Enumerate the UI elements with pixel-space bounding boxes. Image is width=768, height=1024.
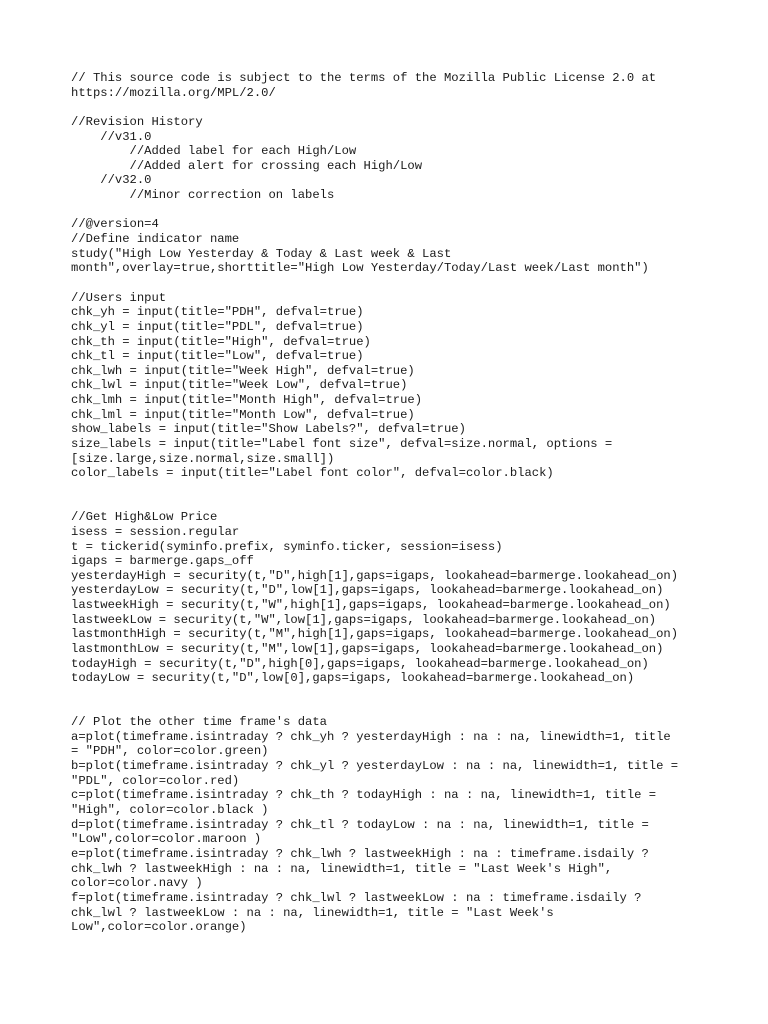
code-line: show_labels = input(title="Show Labels?", defval=true) [71, 422, 466, 437]
code-line: chk_lwl = input(title="Week Low", defval=true) [71, 378, 408, 393]
code-line: // Plot the other time frame's data [71, 715, 327, 730]
code-line: = "PDH", color=color.green) [71, 744, 269, 759]
code-line: todayLow = security(t,"D",low[0],gaps=igaps, lookahead=barmerge.lookahead_on) [71, 671, 635, 686]
code-line: todayHigh = security(t,"D",high[0],gaps=igaps, lookahead=barmerge.lookahead_on) [71, 656, 649, 671]
code-line: lastmonthHigh = security(t,"M",high[1],gaps=igaps, lookahead=barmerge.lookahead_on) [71, 627, 679, 642]
code-line [71, 701, 761, 716]
code-line: size_labels = input(title="Label font size", defval=size.normal, options = [71, 437, 613, 452]
code-line: chk_lwh ? lastweekHigh : na : na, linewidth=1, title = "Last Week's High", [71, 861, 613, 876]
code-line: isess = session.regular [71, 524, 240, 539]
code-line: //Users input [71, 290, 167, 305]
code-line: lastweekLow = security(t,"W",low[1],gaps=igaps, lookahead=barmerge.lookahead_on) [71, 612, 657, 627]
code-line: //Minor correction on labels [71, 188, 335, 203]
code-line: lastmonthLow = security(t,"M",low[1],gaps=igaps, lookahead=barmerge.lookahead_on) [71, 641, 664, 656]
code-line: //Define indicator name [71, 232, 240, 247]
code-line [71, 100, 761, 115]
code-line: "Low",color=color.maroon ) [71, 832, 262, 847]
code-line: igaps = barmerge.gaps_off [71, 554, 254, 569]
code-line: chk_lml = input(title="Month Low", defval=true) [71, 407, 415, 422]
code-line [71, 276, 761, 291]
code-line: yesterdayHigh = security(t,"D",high[1],gaps=igaps, lookahead=barmerge.lookahead_on) [71, 568, 679, 583]
code-line: // This source code is subject to the terms of the Mozilla Public License 2.0 at [71, 71, 657, 85]
code-line: f=plot(timeframe.isintraday ? chk_lwl ? lastweekLow : na : timeframe.isdaily ? [71, 890, 642, 905]
code-line: //Get High&Low Price [71, 510, 218, 525]
code-line: chk_yl = input(title="PDL", defval=true) [71, 319, 364, 334]
code-line: //@version=4 [71, 217, 159, 232]
code-line: c=plot(timeframe.isintraday ? chk_th ? todayHigh : na : na, linewidth=1, title = [71, 788, 657, 803]
code-line: color_labels = input(title="Label font color", defval=color.black) [71, 466, 554, 481]
code-line: //Revision History [71, 114, 203, 129]
source-code-block [71, 71, 761, 935]
code-line: https://mozilla.org/MPL/2.0/ [71, 85, 276, 100]
code-line: //Added label for each High/Low [71, 144, 357, 159]
code-line: chk_lmh = input(title="Month High", defval=true) [71, 393, 423, 408]
code-line: "PDL", color=color.red) [71, 773, 240, 788]
code-line: e=plot(timeframe.isintraday ? chk_lwh ? lastweekHigh : na : timeframe.isdaily ? [71, 846, 649, 861]
code-line: color=color.navy ) [71, 876, 203, 891]
code-line: t = tickerid(syminfo.prefix, syminfo.ticker, session=isess) [71, 539, 503, 554]
code-line: yesterdayLow = security(t,"D",low[1],gaps=igaps, lookahead=barmerge.lookahead_on) [71, 583, 664, 598]
code-line: chk_tl = input(title="Low", defval=true) [71, 349, 364, 364]
code-line: d=plot(timeframe.isintraday ? chk_tl ? todayLow : na : na, linewidth=1, title = [71, 817, 649, 832]
code-line: //Added alert for crossing each High/Low [71, 158, 423, 173]
code-line [71, 481, 761, 496]
code-line: lastweekHigh = security(t,"W",high[1],gaps=igaps, lookahead=barmerge.lookahead_on) [71, 598, 671, 613]
code-line [71, 203, 761, 218]
code-line: chk_lwh = input(title="Week High", defval=true) [71, 363, 415, 378]
code-line: study("High Low Yesterday & Today & Last week & Last [71, 246, 452, 261]
code-line: a=plot(timeframe.isintraday ? chk_yh ? yesterdayHigh : na : na, linewidth=1, title [71, 729, 671, 744]
code-line: //v31.0 [71, 129, 152, 144]
code-line: //v32.0 [71, 173, 152, 188]
code-line: chk_yh = input(title="PDH", defval=true) [71, 305, 364, 320]
code-line: Low",color=color.orange) [71, 920, 247, 935]
code-line: b=plot(timeframe.isintraday ? chk_yl ? yesterdayLow : na : na, linewidth=1, title = [71, 759, 679, 774]
code-line: [size.large,size.normal,size.small]) [71, 451, 335, 466]
code-line: chk_th = input(title="High", defval=true) [71, 334, 371, 349]
code-line [71, 496, 761, 511]
code-line: chk_lwl ? lastweekLow : na : na, linewidth=1, title = "Last Week's [71, 905, 554, 920]
code-line: month",overlay=true,shorttitle="High Low Yesterday/Today/Last week/Last month") [71, 261, 649, 276]
code-line: "High", color=color.black ) [71, 803, 269, 818]
code-line [71, 686, 761, 701]
